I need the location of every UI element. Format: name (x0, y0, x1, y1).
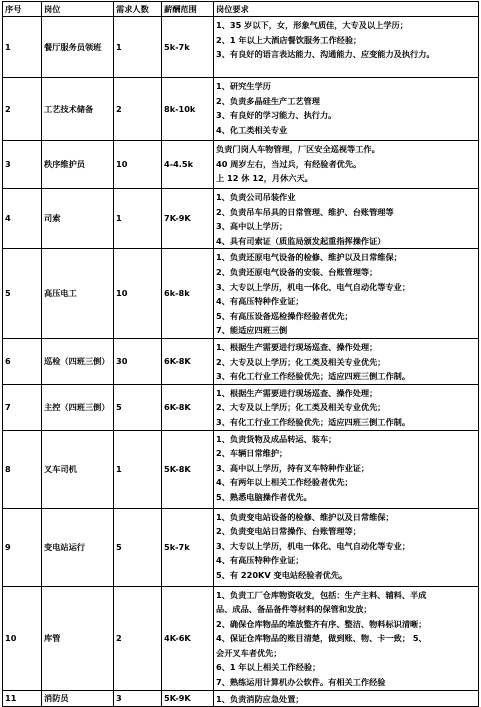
requirement-line: 2、负责还原电气设备的安装、台账管理等； (216, 266, 378, 277)
post-name: 餐厅服务员领班 (42, 17, 114, 78)
requirement-line: 1、负责变电站设备的检修、维护以及日常维保； (216, 511, 394, 522)
header-row (3, 2, 479, 17)
headcount: 5 (114, 384, 162, 430)
requirement-line: 5、熟悉电脑操作者优先。 (216, 491, 312, 502)
requirement-line: 4、化工类相关专业 (216, 124, 288, 135)
table-row (3, 249, 479, 339)
requirements-cell (214, 17, 479, 78)
requirement-line: 3、有化工行业工作经验优先；适应四班三倒工作制。 (216, 371, 411, 382)
headcount: 1 (114, 430, 162, 508)
requirement-line: 6、1 年以上相关工作经验； (216, 662, 321, 673)
requirement-line: 4、有高压特种作业证； (216, 555, 304, 566)
requirement-line: 2、大专及以上学历；化工类及相关专业优先； (216, 356, 386, 367)
requirements-cell (214, 78, 479, 141)
requirement-line: 2、负责多晶硅生产工艺管理 (216, 95, 320, 106)
requirement-line: 5、有 220KV 变电站经验者优先。 (216, 569, 348, 580)
table-body (3, 17, 479, 707)
requirement-line: 2、大专及以上学历；化工类及相关专业优先； (216, 402, 386, 413)
salary-range: 6k-8k (162, 249, 214, 339)
header-count: 需求人数 (114, 2, 162, 17)
salary-range: 6K-8K (162, 338, 214, 384)
salary-range: 4-4.5k (162, 141, 214, 189)
row-number: 5 (3, 249, 42, 339)
requirement-line: 1、负责还原电气设备的检修、维护以及日常维保； (216, 252, 402, 263)
salary-range: 8k-10k (162, 78, 214, 141)
requirement-line: 3、高中以上学历； (216, 221, 288, 232)
header-post: 岗位 (42, 2, 114, 17)
post-name: 高压电工 (42, 249, 114, 339)
salary-range: 6K-8K (162, 384, 214, 430)
requirement-line: 上 12 休 12，月休六天。 (216, 173, 313, 184)
requirement-line: 品、成品、备品备件等材料的保管和发放； (216, 604, 372, 615)
headcount: 30 (114, 338, 162, 384)
salary-range: 5K-8K (162, 430, 214, 508)
row-number: 10 (3, 586, 42, 690)
requirement-line: 2、负责吊车吊具的日常管理、维护、台账管理等 (216, 206, 394, 217)
requirement-line: 会开叉车者优先； (216, 647, 282, 658)
headcount: 2 (114, 78, 162, 141)
headcount: 10 (114, 249, 162, 339)
requirements-cell (214, 249, 479, 339)
requirement-line: 3、大专以上学历，机电一体化、电气自动化等专业； (216, 281, 411, 292)
row-number: 4 (3, 189, 42, 249)
requirement-line: 1、负责消防应急处置； (216, 693, 304, 704)
table-row (3, 384, 479, 430)
requirement-line: 3、大专以上学历，机电一体化、电气自动化等专业； (216, 540, 411, 551)
table-row (3, 189, 479, 249)
requirements-cell (214, 690, 479, 707)
row-number: 2 (3, 78, 42, 141)
requirement-line: 1、根据生产需要进行现场巡查、操作处理； (216, 341, 378, 352)
headcount: 2 (114, 586, 162, 690)
requirement-line: 40 周岁左右，当过兵，有经验者优先。 (216, 158, 362, 169)
requirements-cell (214, 508, 479, 586)
requirement-line: 2、1 年以上大酒店餐饮服务工作经验； (216, 34, 362, 45)
requirement-line: 2、确保仓库物品的堆放整齐有序、整洁、物料标识清晰； (216, 618, 427, 629)
requirement-line: 3、有化工行业工作经验优先；适应四班三倒工作制。 (216, 416, 411, 427)
header-salary: 薪酬范围 (162, 2, 214, 17)
requirement-line: 4、有两年以上相关工作经验者优先； (216, 477, 353, 488)
post-name: 库管 (42, 586, 114, 690)
headcount: 1 (114, 189, 162, 249)
headcount: 10 (114, 141, 162, 189)
requirement-line: 1、负责公司吊装作业 (216, 192, 296, 202)
requirements-cell (214, 586, 479, 690)
post-name: 司索 (42, 189, 114, 249)
table-row (3, 508, 479, 586)
table-row (3, 586, 479, 690)
post-name: 叉车司机 (42, 430, 114, 508)
post-name: 主控（四班三倒） (42, 384, 114, 430)
row-number: 8 (3, 430, 42, 508)
table-row (3, 141, 479, 189)
requirement-line: 7、能适应四班三倒 (216, 325, 288, 336)
requirement-line: 2、负责变电站日常操作、台账管理等； (216, 526, 361, 537)
salary-range: 5k-7k (162, 17, 214, 78)
header-requirements: 岗位要求 (214, 2, 479, 17)
requirement-line: 3、有良好的语言表达能力、沟通能力、应变能力及执行力。 (216, 49, 435, 60)
requirement-line: 1、负责工厂仓库物资收发，包括：生产主料、辅料、半成 (216, 589, 427, 600)
post-name: 秩序维护员 (42, 141, 114, 189)
requirement-line: 4、具有司索证（质监局颁发起重指挥操作证） (216, 235, 386, 246)
requirement-line: 3、有良好的学习能力、执行力。 (216, 110, 337, 121)
requirement-line: 3、高中以上学历，持有叉车特种作业证； (216, 462, 370, 473)
requirement-line: 7、熟练运用计算机办公软件。有相关工作经验 (216, 677, 386, 688)
salary-range: 5k-7k (162, 508, 214, 586)
requirement-line: 1、35 岁以下，女，形象气质佳，大专及以上学历； (216, 20, 408, 30)
requirement-line: 1、根据生产需要进行现场巡查、操作处理； (216, 387, 378, 398)
row-number: 7 (3, 384, 42, 430)
row-number: 6 (3, 338, 42, 384)
row-number: 1 (3, 17, 42, 78)
post-name: 巡检（四班三倒） (42, 338, 114, 384)
requirement-line: 5、有高压设备巡检操作经验者优先； (216, 310, 353, 321)
requirement-line: 2、车辆日常维护； (216, 448, 288, 459)
requirements-cell (214, 430, 479, 508)
post-name: 消防员 (42, 690, 114, 707)
row-number: 11 (3, 690, 42, 707)
requirement-line: 4、保证仓库物品的账目清楚，做到账、物、卡一致； 5、 (216, 633, 427, 644)
row-number: 9 (3, 508, 42, 586)
headcount: 3 (114, 690, 162, 707)
requirement-line: 1、研究生学历 (216, 81, 271, 91)
requirement-line: 4、有高压特种作业证； (216, 296, 304, 307)
salary-range: 5K-9K (162, 690, 214, 707)
post-name: 工艺技术储备 (42, 78, 114, 141)
table-row (3, 430, 479, 508)
recruitment-table (2, 1, 479, 707)
requirements-cell (214, 189, 479, 249)
requirements-cell (214, 141, 479, 189)
headcount: 5 (114, 508, 162, 586)
salary-range: 7K-9K (162, 189, 214, 249)
requirements-cell (214, 384, 479, 430)
requirement-line: 1、负责货物及成品转运、装车； (216, 433, 337, 444)
header-no: 序号 (3, 2, 42, 17)
table-row (3, 78, 479, 141)
requirement-line: 负责门岗人车物管理，厂区安全巡视等工作。 (216, 144, 380, 154)
salary-range: 4K-6K (162, 586, 214, 690)
requirements-cell (214, 338, 479, 384)
table-row (3, 17, 479, 78)
post-name: 变电站运行 (42, 508, 114, 586)
headcount: 1 (114, 17, 162, 78)
table-row (3, 690, 479, 707)
row-number: 3 (3, 141, 42, 189)
table-row (3, 338, 479, 384)
